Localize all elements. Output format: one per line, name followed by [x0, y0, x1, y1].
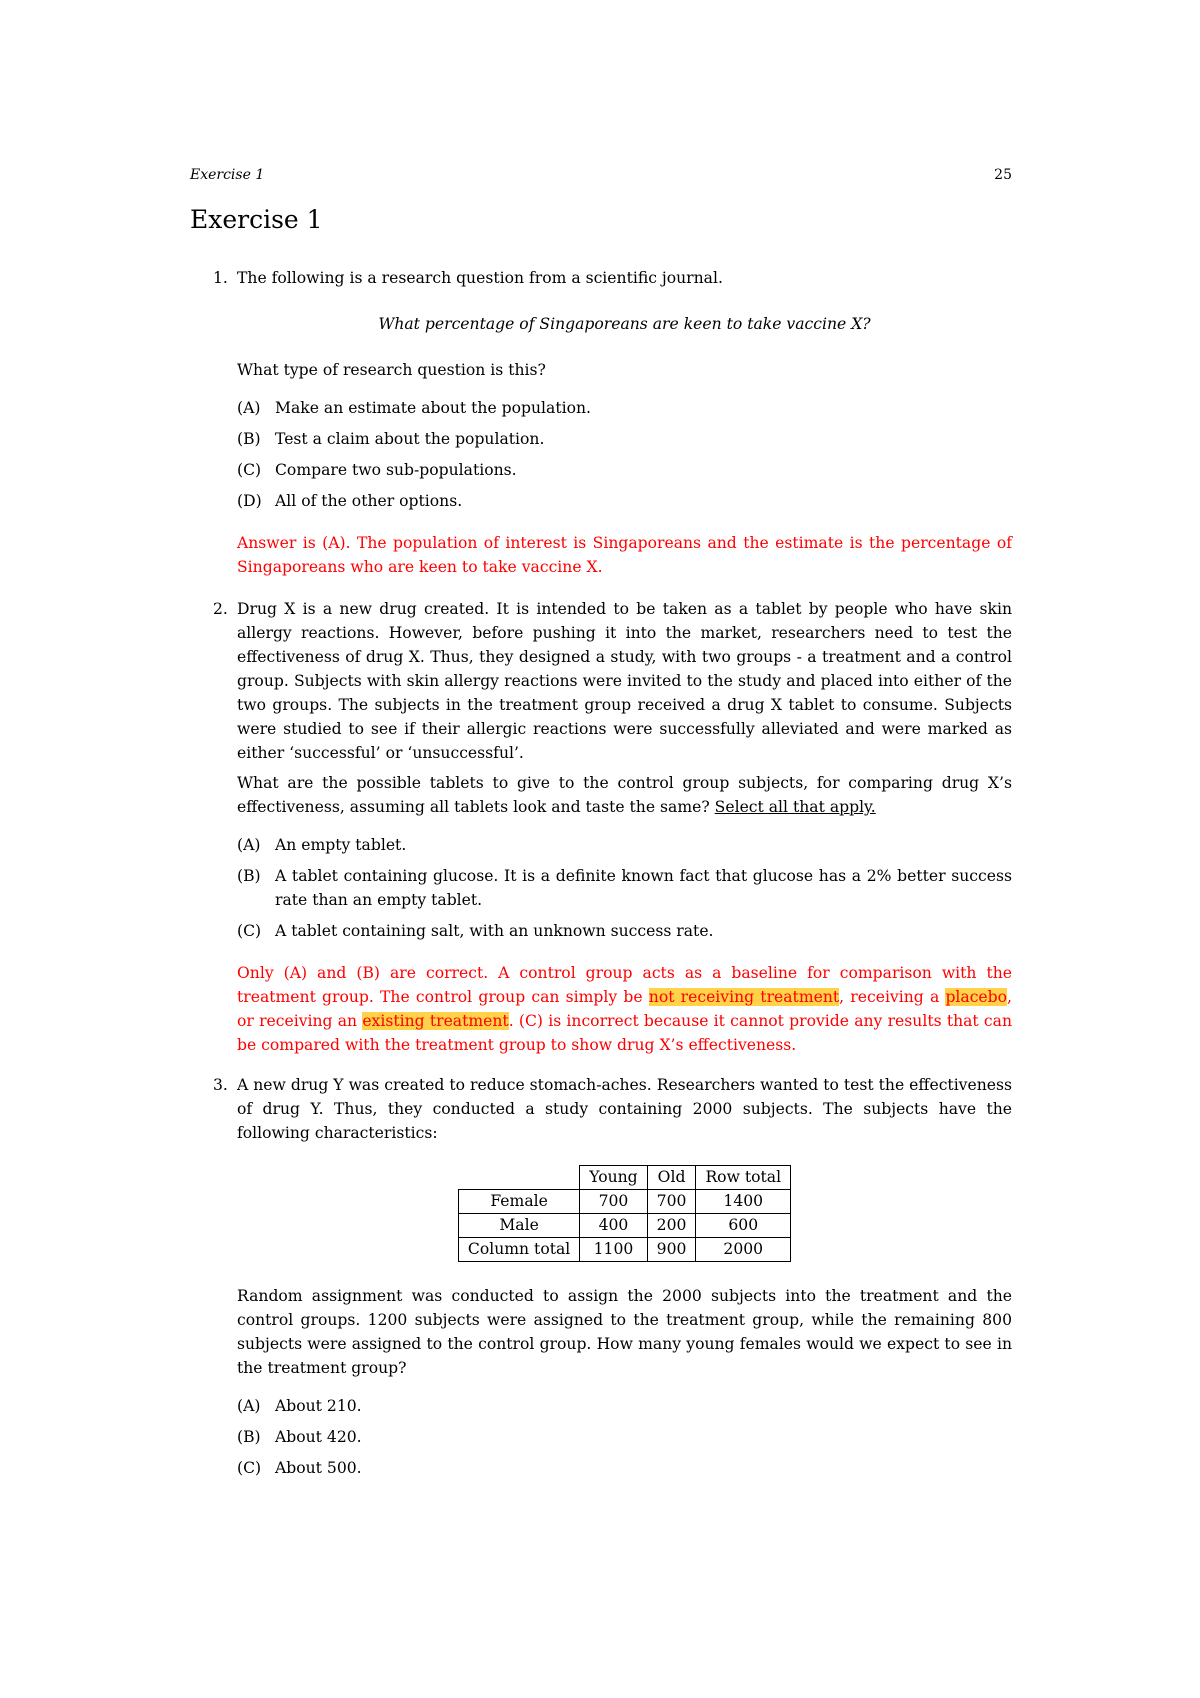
answer-text: , receiving a	[839, 988, 946, 1006]
option-label: (D)	[237, 492, 262, 510]
option-list	[237, 833, 1012, 943]
answer-explanation: Answer is (A). The population of interest is Singaporeans and the estimate is the percentage of Singaporeans who are keen to take vaccine X.	[237, 534, 1012, 576]
table-row	[458, 1238, 790, 1262]
option-b	[237, 864, 1012, 912]
question-1	[190, 266, 1012, 579]
option-b	[237, 427, 1012, 451]
table-row	[458, 1214, 790, 1238]
subject-characteristics-table	[458, 1165, 791, 1262]
running-header	[190, 165, 1012, 185]
header-title: Exercise 1	[190, 167, 265, 183]
table-header-cell: Row total	[696, 1166, 791, 1190]
option-label: (B)	[237, 1428, 261, 1446]
option-list	[237, 396, 1012, 513]
option-text: Test a claim about the population.	[275, 430, 545, 448]
option-b	[237, 1425, 1012, 1449]
exercise-content	[190, 266, 1012, 1487]
option-label: (C)	[237, 922, 262, 940]
highlight-placebo: placebo	[945, 988, 1008, 1006]
question-prompt	[237, 771, 1012, 819]
prompt-text: What are the possible tablets to give to the control group subjects, for comparing drug X’s effectiveness, assuming all tablets look and taste the same?	[237, 774, 1012, 816]
table-cell: 700	[580, 1190, 647, 1214]
option-text: Make an estimate about the population.	[275, 399, 591, 417]
option-c	[237, 1456, 1012, 1480]
option-label: (A)	[237, 836, 261, 854]
option-a	[237, 833, 1012, 857]
table-row	[458, 1190, 790, 1214]
table-header-cell: Old	[647, 1166, 696, 1190]
highlight-existing-treatment: existing treatment	[362, 1012, 509, 1030]
prompt-emphasis: Select all that apply.	[714, 798, 876, 816]
answer-text: , or receiving an	[237, 988, 1013, 1030]
section-title: Exercise 1	[190, 205, 323, 234]
table-cell: 900	[647, 1238, 696, 1262]
question-3	[190, 1073, 1012, 1480]
option-text: A tablet containing glucose. It is a definite known fact that glucose has a 2% better success rate than an empty tablet.	[275, 867, 1012, 909]
option-c	[237, 919, 1012, 943]
question-prompt: What type of research question is this?	[237, 361, 546, 379]
table-cell: Male	[458, 1214, 579, 1238]
answer-text: Only (A) and (B) are correct. A control group acts as a baseline for comparison with the treatment group. The control group can simply be	[237, 964, 1012, 1006]
question-body: Drug X is a new drug created. It is intended to be taken as a tablet by people who have skin allergy reactions. However, before pushing it into the market, researchers need to test the effectiveness of drug X. Thus, they designed a study, with two groups - a treatment and a control group. Subjects with skin allergy reactions were invited to the study and placed into either of the two groups. The subjects in the treatment group received a drug X tablet to consume. Subjects were studied to see if their allergic reactions were successfully alleviated and were marked as either ‘successful’ or ‘unsuccessful’.	[237, 600, 1012, 762]
table-cell: 1400	[696, 1190, 791, 1214]
table-cell: 600	[696, 1214, 791, 1238]
option-text: About 420.	[275, 1428, 362, 1446]
page-number: 25	[994, 167, 1012, 183]
answer-explanation	[237, 961, 1012, 1057]
question-intro: The following is a research question from a scientific journal.	[237, 269, 723, 287]
research-question-quote: What percentage of Singaporeans are keen to take vaccine X?	[378, 315, 871, 333]
question-number: 3.	[213, 1076, 228, 1094]
table-cell: Column total	[458, 1238, 579, 1262]
table-corner-cell	[458, 1166, 579, 1190]
question-body: A new drug Y was created to reduce stomach-aches. Researchers wanted to test the effectiveness of drug Y. Thus, they conducted a study containing 2000 subjects. The subjects have the following characteristics:	[237, 1076, 1012, 1142]
answer-text: . (C) is incorrect because it cannot provide any results that can be compared with the treatment group to show drug X’s effectiveness.	[237, 1012, 1012, 1054]
table-cell: 2000	[696, 1238, 791, 1262]
option-text: A tablet containing salt, with an unknown success rate.	[275, 922, 714, 940]
table-cell: 200	[647, 1214, 696, 1238]
option-label: (A)	[237, 1397, 261, 1415]
table-cell: 700	[647, 1190, 696, 1214]
option-text: An empty tablet.	[275, 836, 407, 854]
table-cell: 1100	[580, 1238, 647, 1262]
option-text: About 210.	[275, 1397, 362, 1415]
table-header-row	[458, 1166, 790, 1190]
question-number: 2.	[213, 600, 228, 618]
option-label: (C)	[237, 1459, 262, 1477]
option-label: (B)	[237, 430, 261, 448]
option-list	[237, 1394, 1012, 1480]
option-label: (C)	[237, 461, 262, 479]
table-header-cell: Young	[580, 1166, 647, 1190]
option-c	[237, 458, 1012, 482]
highlight-not-receiving-treatment: not receiving treatment	[648, 988, 840, 1006]
option-a	[237, 1394, 1012, 1418]
question-followup: Random assignment was conducted to assign the 2000 subjects into the treatment and the control groups. 1200 subjects were assigned to the treatment group, while the remaining 800 subjects were assigned to the control group. How many young females would we expect to see in the treatment group?	[237, 1287, 1012, 1377]
option-d	[237, 489, 1012, 513]
table-cell: Female	[458, 1190, 579, 1214]
option-text: About 500.	[275, 1459, 362, 1477]
option-a	[237, 396, 1012, 420]
question-2	[190, 597, 1012, 1057]
option-text: Compare two sub-populations.	[275, 461, 517, 479]
table-cell: 400	[580, 1214, 647, 1238]
option-label: (B)	[237, 867, 261, 885]
question-number: 1.	[213, 269, 228, 287]
option-text: All of the other options.	[275, 492, 463, 510]
option-label: (A)	[237, 399, 261, 417]
